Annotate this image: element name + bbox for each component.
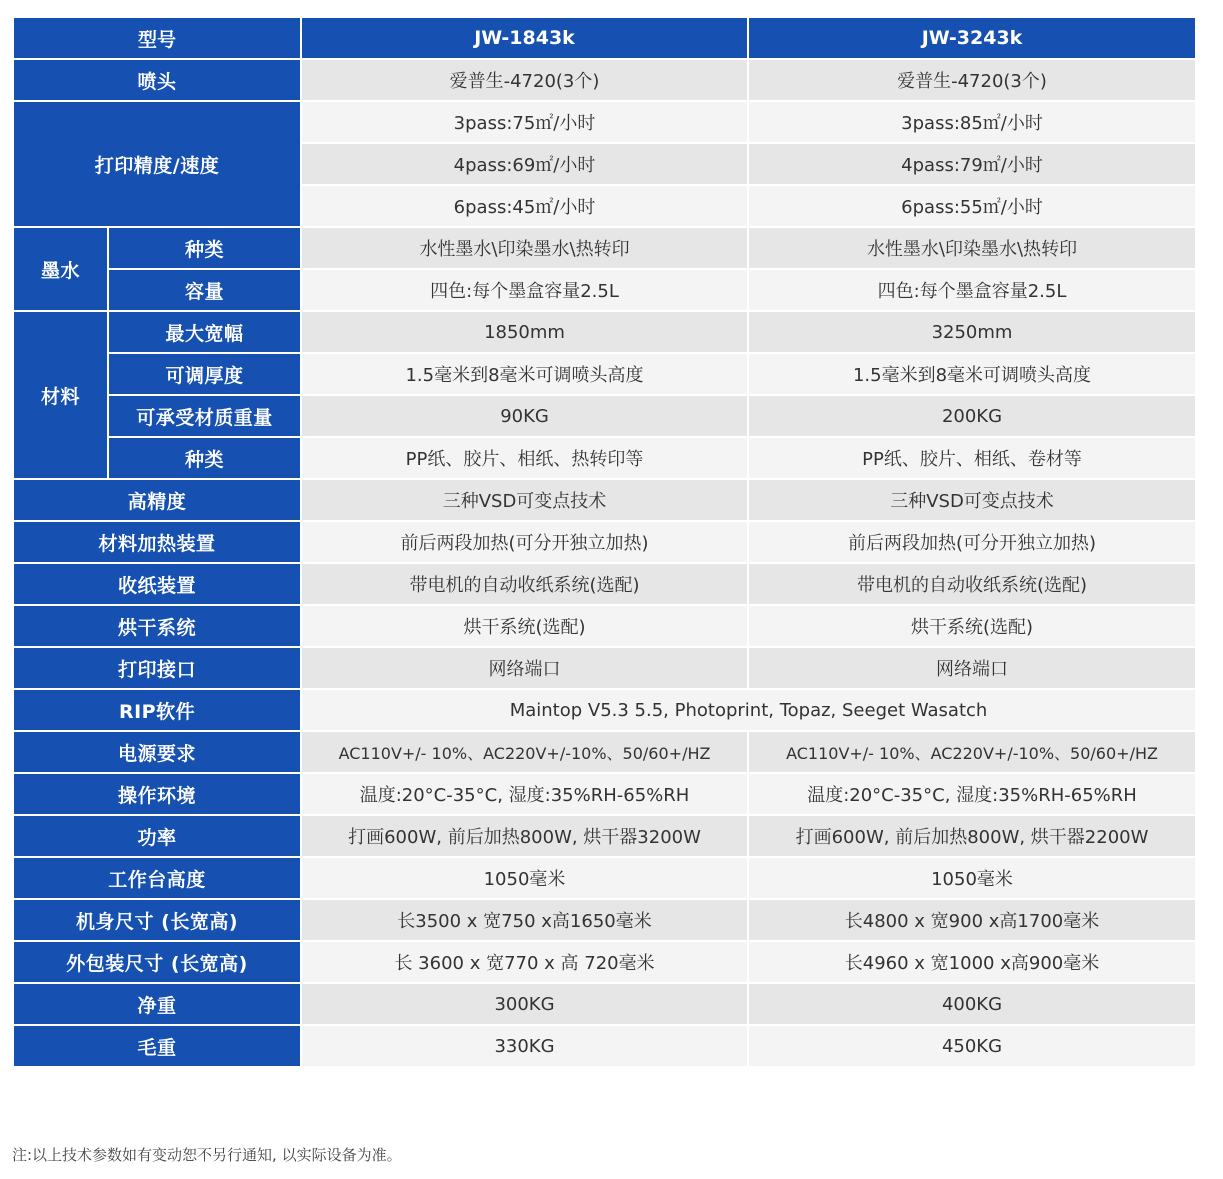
row-sublabel-max-width: 最大宽幅 [108,311,301,353]
table-row [13,227,1196,269]
cell-power-req-b: AC110V+/- 10%、AC220V+/-10%、50/60+/HZ [748,731,1196,773]
table-row [13,101,1196,143]
cell-speed-4pass-b: 4pass:79㎡/小时 [748,143,1196,185]
cell-package-size-a: 长 3600 x 宽770 x 高 720毫米 [301,941,748,983]
table-row [13,479,1196,521]
row-label-gross-weight: 毛重 [13,1025,301,1067]
header-row [13,17,1196,59]
table-row [13,1025,1196,1067]
cell-dryer-b: 烘干系统(选配) [748,605,1196,647]
table-row [13,311,1196,353]
model-a-header: JW-1843k [301,17,748,59]
table-row [13,815,1196,857]
cell-max-width-a: 1850mm [301,311,748,353]
table-row [13,605,1196,647]
row-sublabel-material-weight: 可承受材质重量 [108,395,301,437]
cell-speed-6pass-a: 6pass:45㎡/小时 [301,185,748,227]
cell-environment-b: 温度:20°C-35°C, 湿度:35%RH-65%RH [748,773,1196,815]
row-sublabel-ink-capacity: 容量 [108,269,301,311]
table-row [13,983,1196,1025]
table-row [13,395,1196,437]
table-row [13,941,1196,983]
cell-speed-6pass-b: 6pass:55㎡/小时 [748,185,1196,227]
spec-table [12,16,1197,1068]
cell-interface-b: 网络端口 [748,647,1196,689]
row-label-heating: 材料加热装置 [13,521,301,563]
row-label-take-up: 收纸装置 [13,563,301,605]
cell-thickness-b: 1.5毫米到8毫米可调喷头高度 [748,353,1196,395]
cell-gross-weight-a: 330KG [301,1025,748,1067]
cell-nozzle-b: 爱普生-4720(3个) [748,59,1196,101]
row-label-body-size: 机身尺寸 (长宽高) [13,899,301,941]
cell-heating-b: 前后两段加热(可分开独立加热) [748,521,1196,563]
row-sublabel-ink-type: 种类 [108,227,301,269]
row-label-table-height: 工作台高度 [13,857,301,899]
row-label-net-weight: 净重 [13,983,301,1025]
cell-thickness-a: 1.5毫米到8毫米可调喷头高度 [301,353,748,395]
table-row [13,521,1196,563]
row-label-environment: 操作环境 [13,773,301,815]
table-row [13,773,1196,815]
table-row [13,731,1196,773]
cell-take-up-a: 带电机的自动收纸系统(选配) [301,563,748,605]
cell-take-up-b: 带电机的自动收纸系统(选配) [748,563,1196,605]
cell-power-a: 打画600W, 前后加热800W, 烘干器3200W [301,815,748,857]
cell-speed-4pass-a: 4pass:69㎡/小时 [301,143,748,185]
table-row [13,437,1196,479]
cell-ink-type-b: 水性墨水\印染墨水\热转印 [748,227,1196,269]
cell-net-weight-b: 400KG [748,983,1196,1025]
row-label-rip: RIP软件 [13,689,301,731]
cell-table-height-a: 1050毫米 [301,857,748,899]
table-row [13,59,1196,101]
cell-environment-a: 温度:20°C-35°C, 湿度:35%RH-65%RH [301,773,748,815]
cell-package-size-b: 长4960 x 宽1000 x高900毫米 [748,941,1196,983]
row-label-precision-speed: 打印精度/速度 [13,101,301,227]
table-row [13,857,1196,899]
cell-speed-3pass-a: 3pass:75㎡/小时 [301,101,748,143]
row-label-power: 功率 [13,815,301,857]
cell-interface-a: 网络端口 [301,647,748,689]
row-sublabel-thickness: 可调厚度 [108,353,301,395]
cell-heating-a: 前后两段加热(可分开独立加热) [301,521,748,563]
table-row [13,269,1196,311]
row-label-ink: 墨水 [13,227,108,311]
cell-max-width-b: 3250mm [748,311,1196,353]
cell-body-size-a: 长3500 x 宽750 x高1650毫米 [301,899,748,941]
cell-table-height-b: 1050毫米 [748,857,1196,899]
table-row [13,353,1196,395]
cell-body-size-b: 长4800 x 宽900 x高1700毫米 [748,899,1196,941]
cell-precision-a: 三种VSD可变点技术 [301,479,748,521]
cell-power-b: 打画600W, 前后加热800W, 烘干器2200W [748,815,1196,857]
row-sublabel-material-type: 种类 [108,437,301,479]
cell-material-weight-a: 90KG [301,395,748,437]
cell-nozzle-a: 爱普生-4720(3个) [301,59,748,101]
cell-material-type-a: PP纸、胶片、相纸、热转印等 [301,437,748,479]
cell-precision-b: 三种VSD可变点技术 [748,479,1196,521]
row-label-package-size: 外包装尺寸 (长宽高) [13,941,301,983]
row-label-interface: 打印接口 [13,647,301,689]
cell-dryer-a: 烘干系统(选配) [301,605,748,647]
cell-material-type-b: PP纸、胶片、相纸、卷材等 [748,437,1196,479]
table-row [13,899,1196,941]
cell-ink-capacity-a: 四色:每个墨盒容量2.5L [301,269,748,311]
cell-rip-value: Maintop V5.3 5.5, Photoprint, Topaz, Seeget Wasatch [301,689,1196,731]
cell-speed-3pass-b: 3pass:85㎡/小时 [748,101,1196,143]
row-label-nozzle: 喷头 [13,59,301,101]
cell-gross-weight-b: 450KG [748,1025,1196,1067]
cell-net-weight-a: 300KG [301,983,748,1025]
cell-material-weight-b: 200KG [748,395,1196,437]
table-row [13,689,1196,731]
table-row [13,647,1196,689]
footnote: 注:以上技术参数如有变动恕不另行通知, 以实际设备为准。 [12,1146,402,1164]
cell-power-req-a: AC110V+/- 10%、AC220V+/-10%、50/60+/HZ [301,731,748,773]
row-label-precision: 高精度 [13,479,301,521]
row-label-material: 材料 [13,311,108,479]
header-label: 型号 [13,17,301,59]
table-row [13,563,1196,605]
cell-ink-capacity-b: 四色:每个墨盒容量2.5L [748,269,1196,311]
row-label-dryer: 烘干系统 [13,605,301,647]
model-b-header: JW-3243k [748,17,1196,59]
row-label-power-req: 电源要求 [13,731,301,773]
cell-ink-type-a: 水性墨水\印染墨水\热转印 [301,227,748,269]
